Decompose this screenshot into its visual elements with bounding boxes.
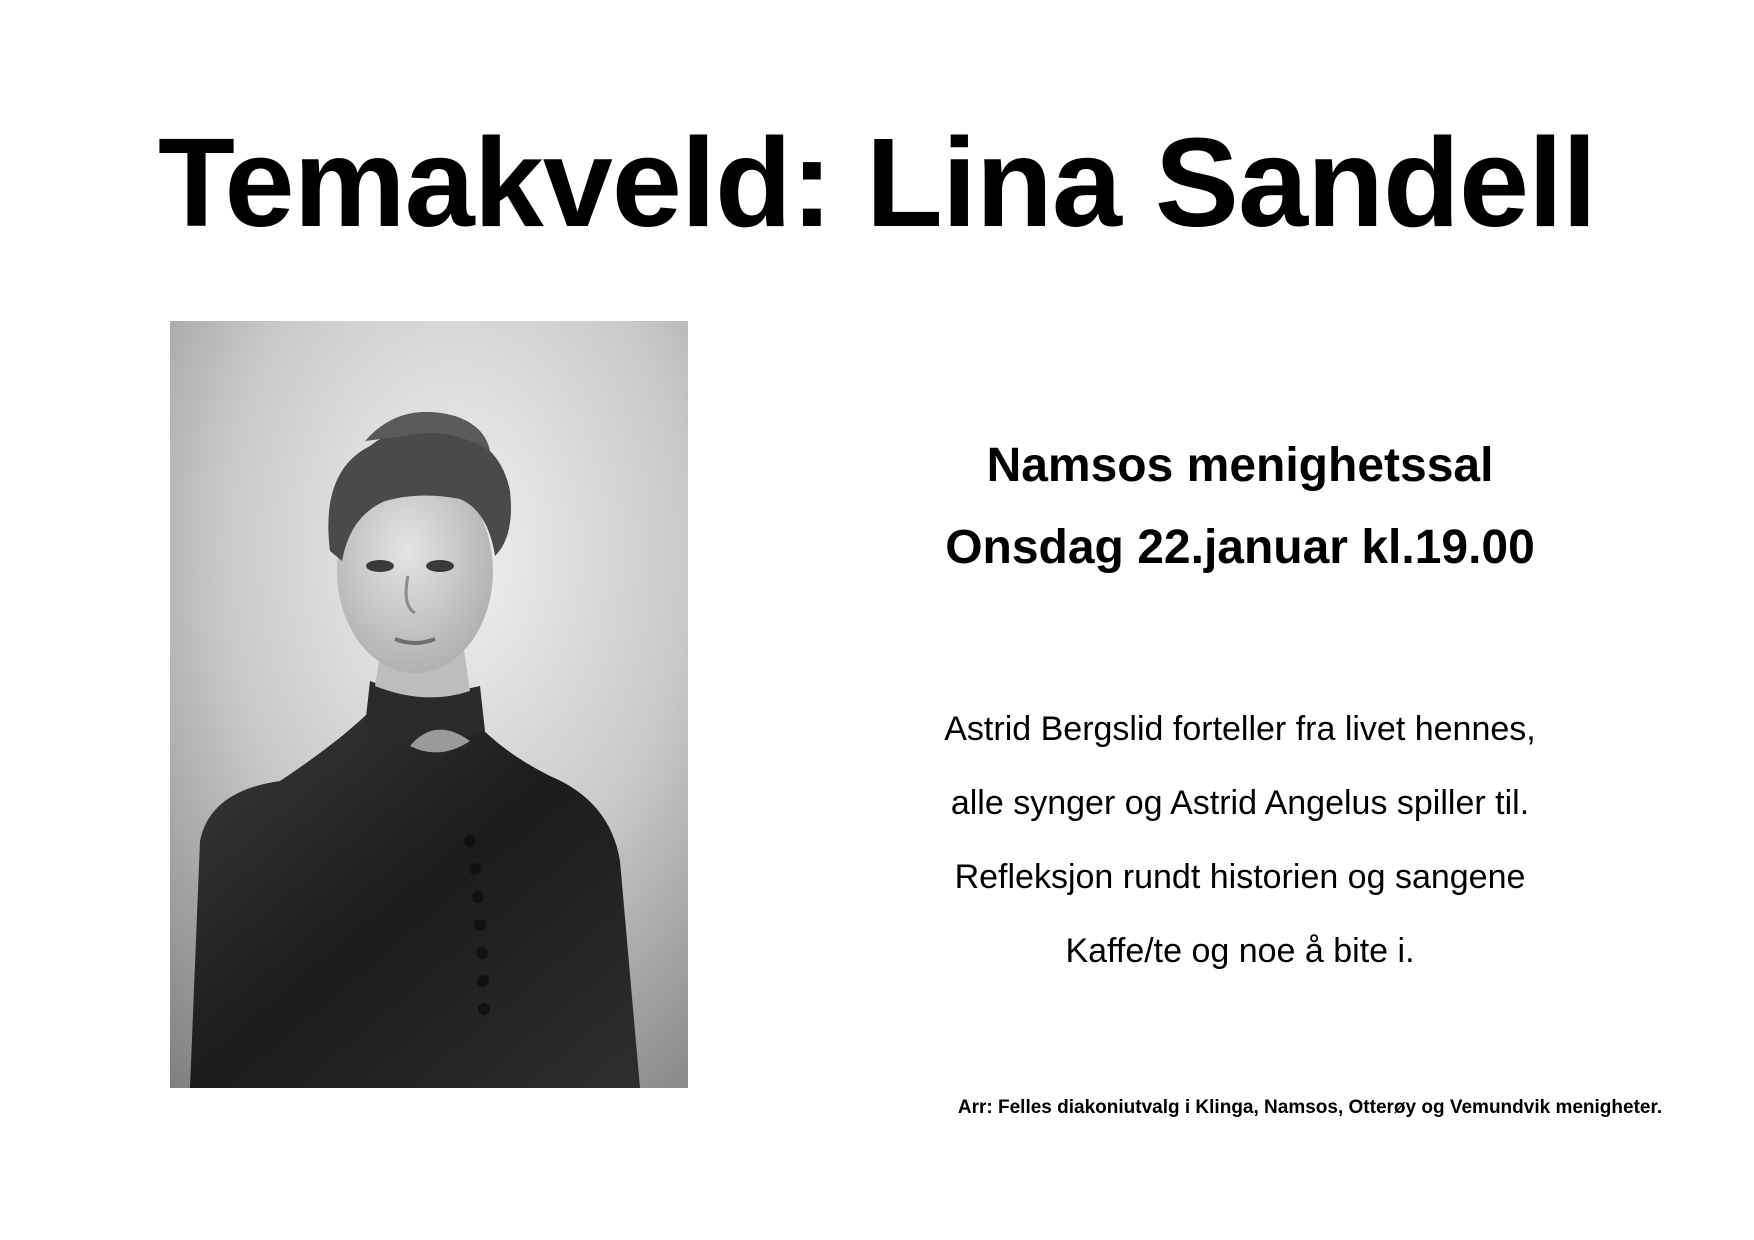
description-line: Refleksjon rundt historien og sangene [954, 858, 1526, 896]
event-description [880, 692, 1600, 988]
portrait-photo-icon [170, 321, 688, 1088]
description-line: alle synger og Astrid Angelus spiller til. [950, 784, 1530, 822]
portrait-photo [170, 321, 688, 1088]
description-line: Kaffe/te og noe å bite i. [1065, 932, 1415, 970]
organizer-note: Arr: Felles diakoniutvalg i Klinga, Namsos, Otterøy og Vemundvik menigheter. [957, 1097, 1663, 1118]
event-venue: Namsos menighetssal [986, 439, 1494, 492]
poster-title: Temakveld: Lina Sandell [157, 112, 1597, 253]
description-line: Astrid Bergslid forteller fra livet hennes, [944, 710, 1536, 748]
event-datetime: Onsdag 22.januar kl.19.00 [945, 521, 1535, 574]
